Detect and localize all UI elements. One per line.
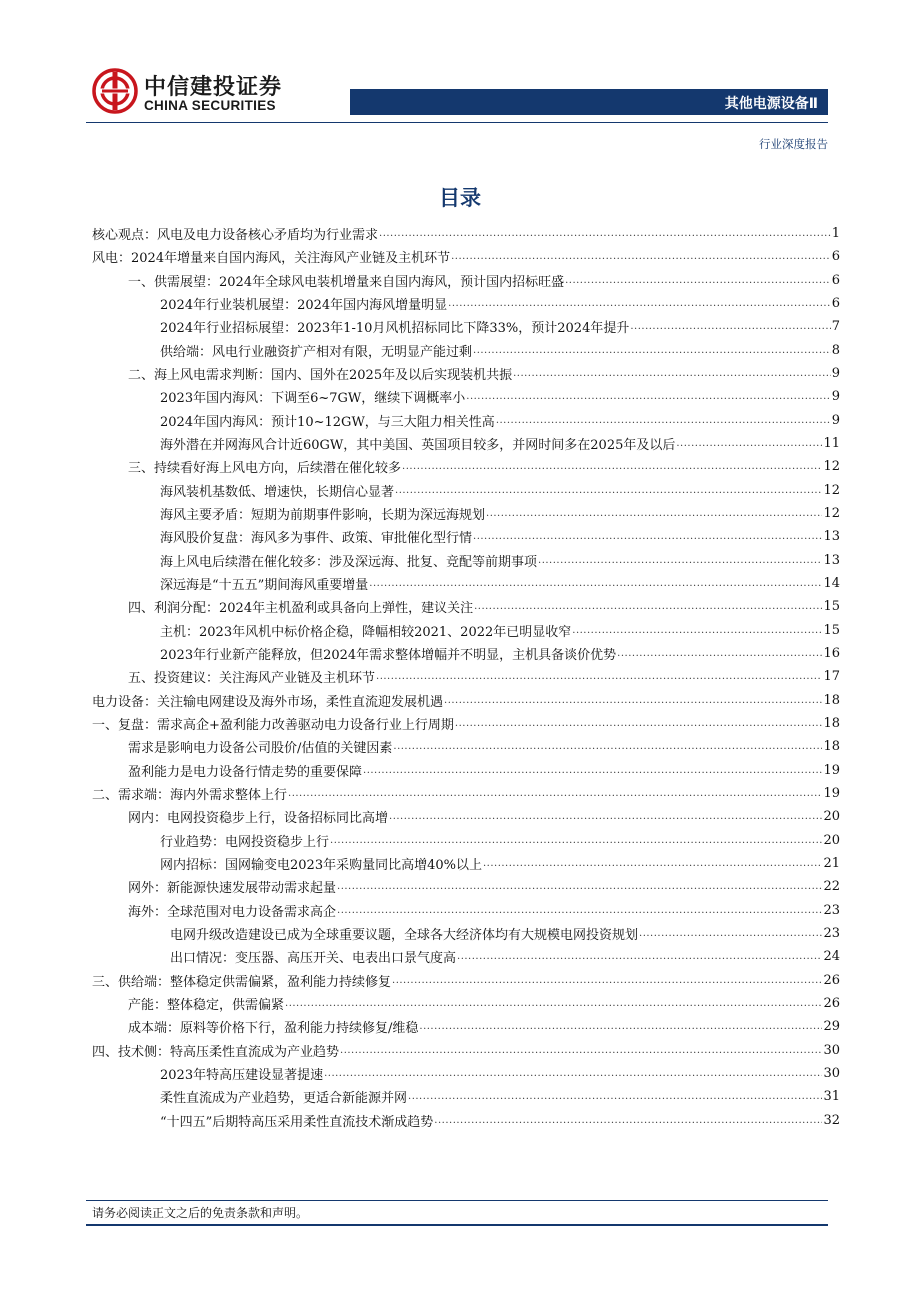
toc-dot-leader <box>419 1021 822 1032</box>
toc-entry-title: 五、投资建议：关注海风产业链及主机环节 <box>128 671 376 687</box>
industry-category: 其他电源设备Ⅱ <box>724 96 818 112</box>
footer-divider <box>86 1200 828 1201</box>
toc-entry-title: 网内：电网投资稳步上行，设备招标同比高增 <box>128 811 389 827</box>
toc-entry-page: 20 <box>823 832 840 848</box>
toc-dot-leader <box>496 415 831 426</box>
toc-dot-leader <box>565 275 831 286</box>
toc-entry-page: 17 <box>823 669 840 685</box>
toc-entry-page: 23 <box>823 926 840 941</box>
toc-entry-title: 二、需求端：海内外需求整体上行 <box>92 788 288 804</box>
toc-entry-page: 8 <box>831 342 840 358</box>
toc-entry[interactable] <box>92 385 840 408</box>
toc-entry-title: 风电：2024年增量来自国内海风，关注海风产业链及主机环节 <box>92 251 451 267</box>
toc-entry-title: 2023年行业新产能释放，但2024年需求整体增幅并不明显，主机具备谈价优势 <box>160 648 617 664</box>
toc-entry-title: 行业趋势：电网投资稳步上行 <box>160 834 330 850</box>
toc-entry[interactable] <box>92 572 840 595</box>
toc-entry-page: 24 <box>823 949 840 965</box>
toc-dot-leader <box>448 298 831 309</box>
toc-dot-leader <box>483 858 822 869</box>
toc-entry-title: 海外潜在并网海风合计近60GW，其中美国、英国项目较多，并网时间多在2025年及以后 <box>160 438 676 454</box>
toc-entry[interactable] <box>92 619 840 642</box>
toc-entry-page: 18 <box>823 716 840 732</box>
toc-entry[interactable] <box>92 1062 840 1085</box>
toc-entry[interactable] <box>92 759 840 782</box>
toc-entry[interactable] <box>92 899 840 922</box>
toc-entry-title: 盈利能力是电力设备行情走势的重要保障 <box>128 764 363 780</box>
toc-dot-leader <box>324 1068 822 1079</box>
toc-entry-page: 12 <box>823 459 840 475</box>
china-securities-logo-icon <box>92 68 138 114</box>
toc-dot-leader <box>379 228 831 239</box>
toc-entry-title: “十四五”后期特高压采用柔性直流技术渐成趋势 <box>160 1114 434 1130</box>
toc-dot-leader <box>572 625 822 636</box>
toc-entry-page: 6 <box>831 249 840 265</box>
toc-entry-title: 四、利润分配：2024年主机盈利或具备向上弹性，建议关注 <box>128 601 474 617</box>
toc-entry-title: 柔性直流成为产业趋势，更适合新能源并网 <box>160 1091 408 1107</box>
toc-entry[interactable] <box>92 852 840 875</box>
toc-dot-leader <box>408 1091 822 1102</box>
toc-dot-leader <box>473 345 831 356</box>
footer-disclaimer: 请务必阅读正文之后的免责条款和声明。 <box>92 1206 309 1220</box>
toc-entry[interactable] <box>92 665 840 688</box>
toc-dot-leader <box>392 975 822 986</box>
toc-entry-title: 2024年行业装机展望：2024年国内海风增量明显 <box>160 298 448 314</box>
toc-dot-leader <box>395 485 822 496</box>
toc-entry[interactable] <box>92 549 840 572</box>
toc-dot-leader <box>513 368 831 379</box>
toc-dot-leader <box>434 1115 822 1126</box>
toc-entry-page: 12 <box>823 482 840 498</box>
toc-entry[interactable] <box>92 642 840 665</box>
toc-entry-title: 需求是影响电力设备公司股价/估值的关键因素 <box>128 741 393 757</box>
toc-dot-leader <box>393 741 822 752</box>
toc-entry-page: 15 <box>823 622 840 638</box>
toc-entry-page: 18 <box>823 692 840 708</box>
toc-entry-title: 三、供给端：整体稳定供需偏紧，盈利能力持续修复 <box>92 974 392 990</box>
toc-entry-page: 32 <box>823 1112 840 1128</box>
toc-entry-page: 11 <box>823 436 840 452</box>
toc-entry-title: 网外：新能源快速发展带动需求起量 <box>128 881 337 897</box>
toc-entry[interactable] <box>92 479 840 502</box>
toc-entry-page: 26 <box>823 972 840 988</box>
toc-entry[interactable] <box>92 269 840 292</box>
toc-entry-title: 2023年特高压建设显著提速 <box>160 1067 324 1083</box>
toc-entry-page: 16 <box>823 646 840 662</box>
toc-dot-leader <box>285 998 822 1009</box>
toc-dot-leader <box>402 461 822 472</box>
toc-entry-page: 20 <box>823 809 840 825</box>
toc-entry-page: 29 <box>823 1019 840 1035</box>
toc-entry-title: 出口情况：变压器、高压开关、电表出口景气度高 <box>170 951 457 967</box>
toc-entry[interactable] <box>92 782 840 805</box>
toc-entry-title: 供给端：风电行业融资扩产相对有限，无明显产能过剩 <box>160 344 473 360</box>
toc-entry-title: 海风装机基数低、增速快，长期信心显著 <box>160 484 395 500</box>
toc-dot-leader <box>676 438 822 449</box>
toc-dot-leader <box>337 881 822 892</box>
toc-entry-title: 海风股价复盘：海风多为事件、政策、审批催化型行情 <box>160 531 473 547</box>
toc-entry-page: 15 <box>823 599 840 615</box>
toc-dot-leader <box>474 601 822 612</box>
toc-entry-title: 一、复盘：需求高企+盈利能力改善驱动电力设备行业上行周期 <box>92 718 454 734</box>
toc-entry-title: 海风主要矛盾：短期为前期事件影响，长期为深远海规划 <box>160 508 486 524</box>
toc-entry-title: 三、持续看好海上风电方向，后续潜在催化较多 <box>128 461 402 477</box>
toc-entry[interactable] <box>92 1085 840 1108</box>
toc-dot-leader <box>340 1045 822 1056</box>
toc-dot-leader <box>617 648 822 659</box>
page-title: 目录 <box>439 186 481 210</box>
toc-dot-leader <box>630 321 830 332</box>
toc-entry[interactable] <box>92 432 840 455</box>
toc-entry-page: 6 <box>831 272 840 288</box>
toc-entry-title: 电力设备：关注输电网建设及海外市场，柔性直流迎发展机遇 <box>92 694 444 710</box>
toc-dot-leader <box>473 531 822 542</box>
toc-entry[interactable] <box>92 455 840 478</box>
toc-dot-leader <box>369 578 822 589</box>
toc-entry-title: 四、技术侧：特高压柔性直流成为产业趋势 <box>92 1044 340 1060</box>
toc-entry[interactable] <box>92 969 840 992</box>
toc-entry-page: 22 <box>823 879 840 895</box>
toc-entry[interactable] <box>92 805 840 828</box>
header-divider <box>86 122 828 123</box>
toc-entry[interactable] <box>92 409 840 432</box>
logo-english-name: CHINA SECURITIES <box>144 98 276 113</box>
toc-dot-leader <box>444 695 822 706</box>
logo-chinese-name: 中信建投证券 <box>144 75 283 100</box>
toc-entry[interactable] <box>92 735 840 758</box>
toc-entry-title: 海外：全球范围对电力设备需求高企 <box>128 904 337 920</box>
toc-entry-title: 深远海是“十五五”期间海风重要增量 <box>160 578 369 594</box>
toc-entry[interactable] <box>92 945 840 968</box>
toc-entry-page: 19 <box>823 786 840 802</box>
toc-entry[interactable] <box>92 829 840 852</box>
toc-entry[interactable] <box>92 1038 840 1061</box>
toc-dot-leader <box>330 835 822 846</box>
toc-entry-page: 9 <box>831 366 840 382</box>
toc-entry[interactable] <box>92 875 840 898</box>
toc-entry-title: 核心观点：风电及电力设备核心矛盾均为行业需求 <box>92 228 379 244</box>
toc-entry-page: 12 <box>823 506 840 522</box>
toc-entry-page: 13 <box>823 529 840 545</box>
toc-entry-title: 海上风电后续潜在催化较多：涉及深远海、批复、竞配等前期事项 <box>160 554 538 570</box>
toc-entry-page: 1 <box>831 226 840 242</box>
toc-entry-page: 18 <box>823 739 840 755</box>
toc-entry[interactable] <box>92 292 840 315</box>
toc-entry-page: 23 <box>823 902 840 918</box>
toc-dot-leader <box>486 508 822 519</box>
toc-entry-page: 19 <box>823 762 840 778</box>
toc-dot-leader <box>337 905 822 916</box>
toc-entry-title: 2024年国内海风：预计10~12GW，与三大阻力相关性高 <box>160 414 495 430</box>
toc-entry[interactable] <box>92 712 840 735</box>
toc-entry-title: 产能：整体稳定，供需偏紧 <box>128 997 285 1013</box>
toc-entry-page: 14 <box>823 576 840 592</box>
toc-entry-page: 26 <box>823 995 840 1011</box>
toc-dot-leader <box>389 811 822 822</box>
toc-entry-title: 2023年国内海风：下调至6~7GW，继续下调概率小 <box>160 391 466 407</box>
toc-entry[interactable] <box>92 1108 840 1131</box>
toc-dot-leader <box>376 671 822 682</box>
toc-entry[interactable] <box>92 525 840 548</box>
toc-entry-page: 30 <box>823 1065 840 1081</box>
table-of-contents <box>92 222 840 1132</box>
toc-entry-page: 6 <box>831 296 840 312</box>
toc-entry-page: 30 <box>823 1042 840 1058</box>
toc-entry[interactable] <box>92 315 840 338</box>
toc-dot-leader <box>639 928 822 939</box>
header-category-bar <box>350 89 828 115</box>
toc-entry-title: 一、供需展望：2024年全球风电装机增量来自国内海风，预计国内招标旺盛 <box>128 274 565 290</box>
toc-entry[interactable] <box>92 1015 840 1038</box>
toc-dot-leader <box>466 391 830 402</box>
toc-entry[interactable] <box>92 922 840 945</box>
toc-entry[interactable] <box>92 222 840 245</box>
toc-entry-title: 2024年行业招标展望：2023年1-10月风机招标同比下降33%，预计2024年提升 <box>160 321 630 337</box>
toc-dot-leader <box>288 788 822 799</box>
toc-dot-leader <box>538 555 822 566</box>
toc-entry[interactable] <box>92 339 840 362</box>
toc-entry-page: 31 <box>823 1089 840 1105</box>
toc-entry[interactable] <box>92 595 840 618</box>
toc-entry-page: 9 <box>831 389 840 405</box>
toc-dot-leader <box>451 251 831 262</box>
toc-entry-title: 二、海上风电需求判断：国内、国外在2025年及以后实现装机共振 <box>128 368 513 384</box>
company-logo <box>92 68 292 118</box>
toc-dot-leader <box>455 718 823 729</box>
toc-entry-page: 21 <box>823 856 840 872</box>
toc-entry-title: 成本端：原料等价格下行，盈利能力持续修复/维稳 <box>128 1021 419 1037</box>
toc-entry[interactable] <box>92 245 840 268</box>
toc-entry[interactable] <box>92 992 840 1015</box>
toc-entry-title: 网内招标：国网输变电2023年采购量同比高增40%以上 <box>160 858 482 874</box>
toc-entry-page: 7 <box>831 319 840 335</box>
toc-entry-page: 9 <box>831 412 840 428</box>
report-type: 行业深度报告 <box>759 137 828 151</box>
toc-entry[interactable] <box>92 362 840 385</box>
toc-entry-title: 电网升级改造建设已成为全球重要议题，全球各大经济体均有大规模电网投资规划 <box>170 928 639 943</box>
footer-divider-bottom <box>86 1224 828 1226</box>
toc-dot-leader <box>457 951 822 962</box>
toc-dot-leader <box>363 765 822 776</box>
toc-entry[interactable] <box>92 689 840 712</box>
toc-entry-page: 13 <box>823 552 840 568</box>
toc-entry[interactable] <box>92 502 840 525</box>
toc-entry-title: 主机：2023年风机中标价格企稳，降幅相较2021、2022年已明显收窄 <box>160 624 572 640</box>
